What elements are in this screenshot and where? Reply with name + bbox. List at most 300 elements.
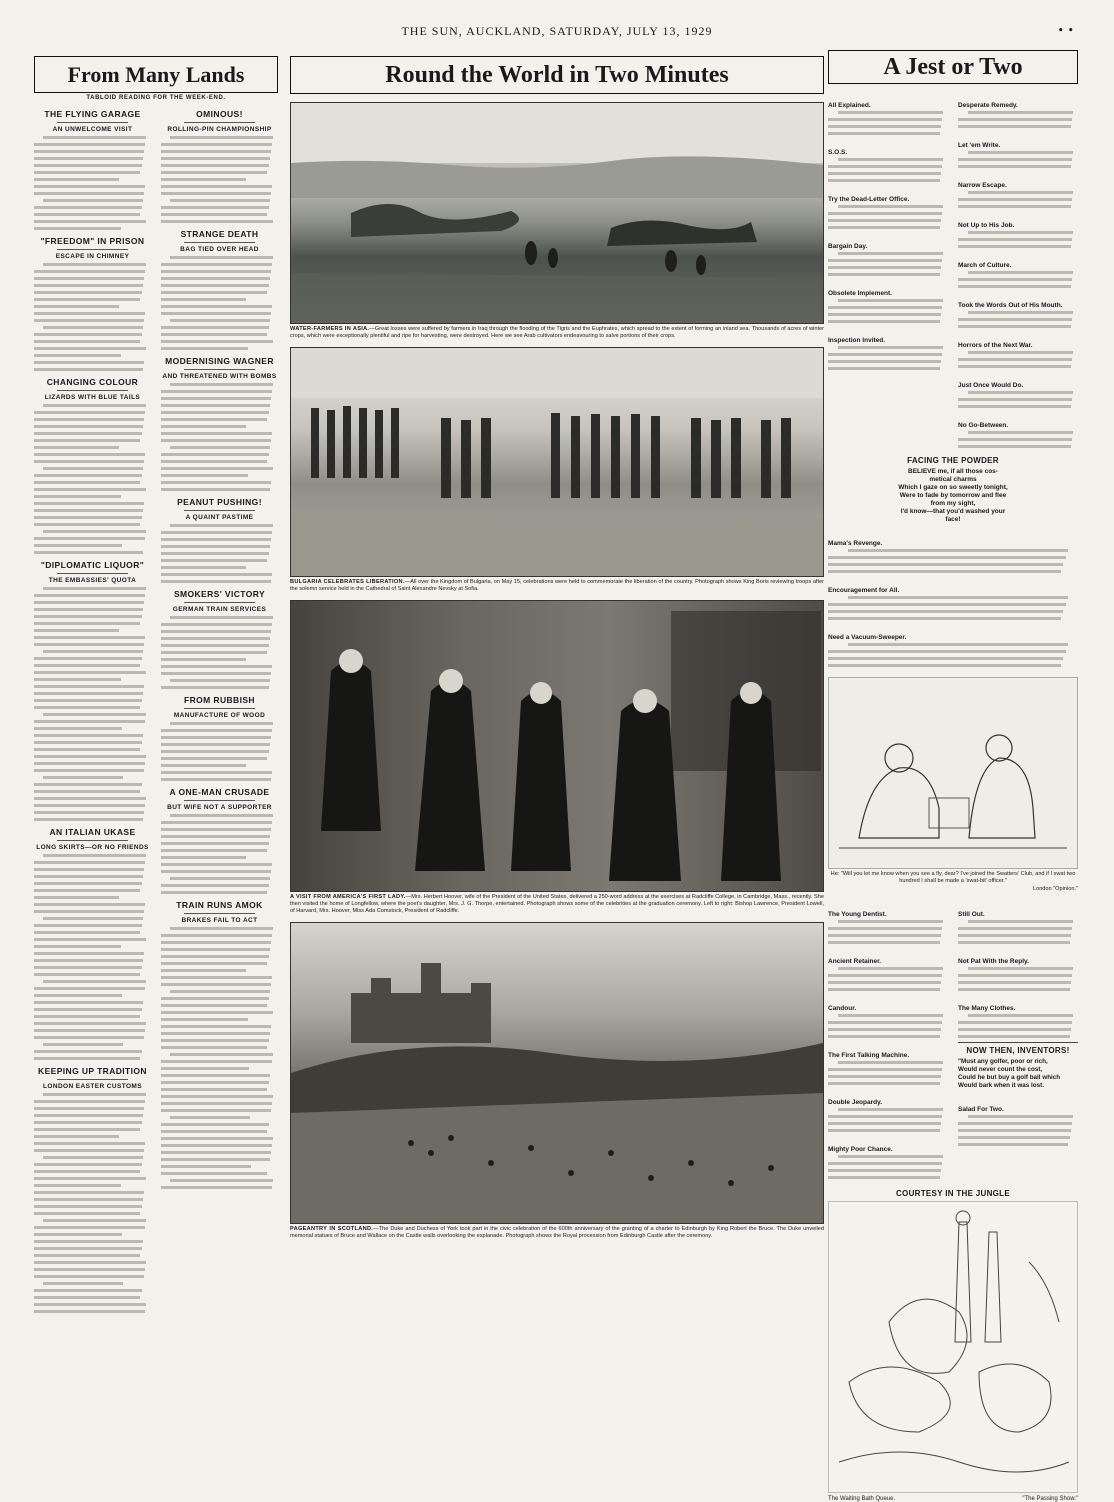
jest-item — [958, 332, 1078, 368]
text-line — [34, 312, 145, 315]
text-line — [958, 941, 1070, 944]
text-line — [838, 252, 944, 255]
text-line — [43, 199, 142, 202]
article-body — [34, 136, 151, 230]
text-line — [34, 270, 145, 273]
text-line — [161, 213, 267, 216]
text-line — [161, 644, 269, 647]
jests-col-c — [828, 530, 1078, 667]
text-line — [161, 1158, 270, 1161]
text-line — [161, 284, 269, 287]
text-line — [828, 306, 942, 309]
article-headline: FROM RUBBISH — [184, 695, 255, 705]
text-line — [958, 365, 1071, 368]
text-line — [161, 1186, 272, 1189]
text-line — [34, 664, 140, 667]
text-line — [828, 981, 941, 984]
text-line — [161, 453, 269, 456]
text-line — [161, 658, 246, 661]
text-line — [968, 311, 1074, 314]
text-line — [161, 1102, 272, 1105]
text-line — [161, 143, 272, 146]
text-line — [161, 411, 269, 414]
article-body — [828, 346, 948, 370]
text-line — [161, 637, 270, 640]
text-line — [161, 821, 272, 824]
text-line — [43, 980, 146, 983]
article-body — [828, 596, 1078, 620]
text-line — [828, 1162, 942, 1165]
photo-scotland — [290, 922, 824, 1224]
jests-col-e — [958, 901, 1078, 1038]
text-line — [161, 891, 267, 894]
text-line — [43, 650, 142, 653]
text-line — [34, 439, 140, 442]
left-subcolumn-2 — [161, 103, 278, 1317]
text-line — [161, 884, 269, 887]
caption-text: —Mrs. Herbert Hoover, wife of the President of the United States, delivered a 250-word address at the exercises at Radcliffe College, in Cambridge, Mass., recently. She then visited the home of Longfellow, where the poet's daughter, Mrs. J. G. Thorpe, entertained. Photograph shows some of the celebrities at the graduation ceremony. Left to right: Bishop Lawrence, President Lowell, of Harvard, Mrs. Hoover, Miss Ada Comstock, President of Radcliffe. — [290, 894, 824, 914]
text-line — [828, 259, 942, 262]
text-line — [161, 263, 272, 266]
jest-title: All Explained. — [828, 102, 871, 109]
text-line — [34, 192, 144, 195]
article-subhead: BAG TIED OVER HEAD — [180, 246, 259, 253]
text-line — [34, 488, 146, 491]
photo-water-farmers — [290, 102, 824, 324]
text-line — [34, 678, 121, 681]
text-line — [34, 157, 143, 160]
text-line — [34, 1170, 140, 1173]
text-line — [958, 285, 1071, 288]
text-line — [34, 762, 145, 765]
text-line — [828, 617, 1061, 620]
text-line — [161, 1004, 267, 1007]
article-headline: KEEPING UP TRADITION — [38, 1066, 147, 1076]
article-body — [161, 136, 278, 223]
divider — [57, 390, 127, 391]
poem-and-jests — [828, 452, 1078, 671]
text-line — [968, 920, 1074, 923]
text-line — [43, 854, 146, 857]
jest-item — [958, 132, 1078, 168]
divider — [57, 249, 127, 250]
text-line — [161, 1123, 269, 1126]
bulgaria-image — [291, 348, 823, 576]
text-line — [838, 158, 944, 161]
text-line — [958, 358, 1072, 361]
text-line — [161, 552, 269, 555]
article-subhead: LONG SKIRTS—OR NO FRIENDS — [36, 844, 149, 851]
text-line — [34, 305, 119, 308]
article-headline: A ONE-MAN CRUSADE — [169, 787, 270, 797]
text-line — [161, 1130, 267, 1133]
text-line — [161, 171, 267, 174]
article-subhead: THE EMBASSIES' QUOTA — [48, 577, 137, 584]
poem-line: I'd know—that you'd washed your — [900, 508, 1006, 515]
text-line — [828, 273, 940, 276]
text-line — [838, 1108, 944, 1111]
text-line — [34, 460, 144, 463]
text-line — [161, 390, 272, 393]
caption-text: —Great losses were suffered by farmers in Iraq through the flooding of the Tigris and the Euphrates, which spread to the extent of forming an inland sea. Thousands of acres of winter crops, which were exceptionally plentiful and ripe for harvesting, were destroyed. Here we see Arab cultivators endeavouring to salve portions of their crops. — [290, 326, 824, 339]
text-line — [958, 405, 1071, 408]
jest-title: Ancient Retainer. — [828, 957, 882, 965]
text-line — [838, 346, 944, 349]
text-line — [170, 136, 273, 139]
jest-title: Inspection Invited. — [828, 337, 886, 344]
text-line — [968, 191, 1074, 194]
article-body — [34, 587, 151, 821]
text-line — [838, 299, 944, 302]
jests-col-b — [958, 92, 1078, 452]
text-line — [34, 171, 140, 174]
text-line — [161, 665, 272, 668]
text-line — [838, 205, 944, 208]
text-line — [828, 650, 1066, 653]
jest-item — [958, 372, 1078, 408]
text-line — [34, 1107, 144, 1110]
text-line — [43, 404, 146, 407]
jungle-caption: The Waiting Bath Queue. — [828, 1495, 896, 1502]
text-line — [161, 743, 270, 746]
text-line — [161, 983, 271, 986]
text-line — [170, 1116, 250, 1119]
a-jest-or-two-banner: A Jest or Two — [828, 50, 1078, 84]
divider — [184, 242, 254, 243]
text-line — [958, 988, 1070, 991]
left-columns — [34, 103, 278, 1317]
text-line — [34, 741, 142, 744]
text-line — [161, 856, 246, 859]
poem-line: metical charms — [929, 476, 977, 483]
text-line — [161, 686, 269, 689]
text-line — [34, 1121, 142, 1124]
text-line — [170, 1053, 273, 1056]
text-line — [838, 1155, 944, 1158]
text-line — [34, 1008, 142, 1011]
jest-item — [958, 92, 1078, 128]
text-line — [161, 948, 270, 951]
text-line — [161, 270, 271, 273]
text-line — [170, 1179, 273, 1182]
text-line — [838, 1061, 944, 1064]
jest-title: Salad For Two. — [958, 1105, 1004, 1113]
text-line — [161, 750, 269, 753]
text-line — [34, 790, 140, 793]
text-line — [161, 630, 271, 633]
text-line — [958, 1122, 1072, 1125]
article-body — [828, 158, 948, 182]
article-headline: SMOKERS' VICTORY — [173, 589, 266, 599]
text-line — [848, 549, 1068, 552]
text-line — [161, 955, 269, 958]
text-line — [34, 966, 142, 969]
text-line — [170, 927, 273, 930]
from-many-lands-section — [34, 44, 278, 1217]
text-line — [848, 596, 1068, 599]
text-line — [34, 544, 122, 547]
text-line — [968, 391, 1074, 394]
text-line — [161, 397, 271, 400]
jest-item — [958, 901, 1078, 944]
text-line — [34, 1268, 145, 1271]
text-line — [958, 125, 1071, 128]
jest-item — [828, 139, 948, 182]
article-body — [958, 311, 1078, 328]
text-line — [958, 245, 1071, 248]
article-body — [161, 927, 278, 1189]
verse-line: "Must any golfer, poor or rich, — [958, 1057, 1048, 1065]
text-line — [828, 219, 941, 222]
jest-title: No Go-Between. — [958, 422, 1009, 429]
divider — [184, 913, 254, 914]
text-line — [43, 263, 146, 266]
text-line — [828, 320, 940, 323]
text-line — [828, 1028, 941, 1031]
text-line — [968, 111, 1074, 114]
caption-first-lady — [290, 894, 824, 914]
text-line — [968, 967, 1074, 970]
text-line — [828, 266, 941, 269]
text-line — [34, 868, 144, 871]
divider — [184, 708, 254, 709]
text-line — [170, 446, 269, 449]
text-line — [34, 797, 146, 800]
article-subhead: LONDON EASTER CUSTOMS — [43, 1083, 142, 1090]
jest-item — [958, 252, 1078, 288]
text-line — [34, 291, 142, 294]
cartoon-caption: He: "Will you let me know when you see a fly, dear? I've joined the Swatters' Club, and if I swat two hundred I shall be made a 'swat-bit' officer." — [830, 871, 1076, 884]
article-subhead: ESCAPE IN CHIMNEY — [55, 253, 130, 260]
text-line — [828, 927, 942, 930]
text-line — [161, 736, 271, 739]
jest-title: Desperate Remedy. — [958, 102, 1018, 109]
a-jest-or-two-section — [828, 44, 1078, 1502]
text-line — [161, 1074, 270, 1077]
text-line — [34, 1296, 140, 1299]
text-line — [34, 1149, 144, 1152]
divider — [184, 122, 254, 123]
water-farmers-image — [291, 103, 823, 323]
text-line — [34, 333, 142, 336]
jest-item — [958, 292, 1078, 328]
jest-item — [828, 1136, 948, 1179]
verse-line: Would bark when it was lost. — [958, 1081, 1044, 1089]
text-line — [161, 976, 272, 979]
text-line — [828, 1129, 940, 1132]
article-body — [34, 263, 151, 371]
verse-line: Would never count the cost, — [958, 1065, 1043, 1073]
divider — [184, 510, 254, 511]
text-line — [34, 164, 142, 167]
article-subhead: ROLLING-PIN CHAMPIONSHIP — [167, 126, 272, 133]
text-line — [161, 192, 271, 195]
text-line — [161, 467, 273, 470]
text-line — [828, 118, 942, 121]
text-line — [828, 934, 941, 937]
caption-scotland — [290, 1226, 824, 1239]
text-line — [34, 671, 146, 674]
text-line — [34, 354, 121, 357]
text-line — [161, 559, 267, 562]
jest-body — [958, 1115, 1078, 1146]
text-line — [34, 1050, 142, 1053]
text-line — [161, 460, 267, 463]
text-line — [161, 672, 271, 675]
text-line — [828, 974, 942, 977]
text-line — [828, 1068, 942, 1071]
text-line — [34, 727, 122, 730]
article-body — [828, 111, 948, 135]
jungle-image — [829, 1202, 1077, 1492]
text-line — [43, 776, 123, 779]
article-body — [958, 151, 1078, 168]
text-line — [161, 474, 248, 477]
jest-item — [828, 948, 948, 991]
jest-item — [958, 212, 1078, 248]
text-line — [43, 917, 142, 920]
jest-row-3 — [828, 901, 1078, 1183]
text-line — [161, 1032, 270, 1035]
article-body — [958, 967, 1078, 991]
text-line — [828, 360, 941, 363]
text-line — [34, 1198, 143, 1201]
jungle-caption-row — [828, 1496, 1078, 1502]
text-line — [161, 962, 267, 965]
text-line — [170, 679, 269, 682]
left-subcolumn-1 — [34, 103, 151, 1317]
verse-line: Could he but buy a golf ball which — [958, 1073, 1061, 1081]
text-line — [170, 814, 273, 817]
text-line — [34, 601, 144, 604]
text-line — [34, 896, 119, 899]
divider — [57, 1079, 127, 1080]
jest-item — [828, 233, 948, 276]
jest-item — [828, 280, 948, 323]
jest-title: Candour. — [828, 1004, 857, 1012]
jest-item — [828, 624, 1078, 667]
jest-item — [828, 92, 948, 135]
text-line — [34, 481, 140, 484]
text-line — [34, 938, 146, 941]
article-body — [161, 616, 278, 689]
divider — [57, 573, 127, 574]
text-line — [34, 720, 145, 723]
text-line — [161, 531, 272, 534]
masthead-mark: • • — [1057, 24, 1074, 37]
article-headline: OMINOUS! — [196, 109, 243, 119]
text-line — [34, 987, 145, 990]
text-line — [161, 835, 270, 838]
text-line — [43, 136, 146, 139]
text-line — [34, 1191, 144, 1194]
text-line — [34, 1289, 142, 1292]
text-line — [828, 1021, 942, 1024]
text-line — [828, 132, 940, 135]
text-line — [161, 185, 272, 188]
caption-title: BULGARIA CELEBRATES LIBERATION. — [290, 579, 405, 586]
text-line — [161, 729, 272, 732]
text-line — [34, 150, 144, 153]
text-line — [34, 446, 119, 449]
text-line — [828, 212, 942, 215]
text-line — [34, 1184, 121, 1187]
text-line — [34, 206, 142, 209]
text-line — [161, 432, 272, 435]
text-line — [161, 488, 270, 491]
text-line — [161, 1165, 251, 1168]
text-line — [34, 959, 143, 962]
caption-title: WATER-FARMERS IN ASIA. — [290, 326, 370, 332]
text-line — [958, 278, 1072, 281]
article-subhead: GERMAN TRAIN SERVICES — [172, 606, 267, 613]
text-line — [34, 1142, 145, 1145]
text-line — [34, 608, 143, 611]
text-line — [968, 1014, 1074, 1017]
text-line — [161, 481, 271, 484]
text-line — [958, 205, 1071, 208]
scotland-image — [291, 923, 823, 1223]
text-line — [34, 516, 142, 519]
text-line — [161, 404, 270, 407]
text-line — [34, 783, 142, 786]
jungle-title: COURTESY IN THE JUNGLE — [895, 1188, 1011, 1198]
text-line — [34, 818, 143, 821]
text-line — [161, 1172, 267, 1175]
text-line — [34, 220, 146, 223]
article-body — [828, 1108, 948, 1132]
text-line — [170, 383, 273, 386]
text-line — [828, 664, 1061, 667]
jest-title: Not Pat With the Reply. — [958, 957, 1029, 965]
divider — [57, 122, 127, 123]
text-line — [958, 934, 1071, 937]
text-line — [34, 347, 146, 350]
text-line — [34, 495, 121, 498]
article-body — [958, 1014, 1078, 1038]
jest-title: Try the Dead-Letter Office. — [828, 196, 910, 203]
text-line — [34, 523, 140, 526]
article-headline: TRAIN RUNS AMOK — [176, 900, 263, 910]
article-body — [958, 920, 1078, 944]
caption-title: A VISIT FROM AMERICA'S FIRST LADY. — [290, 894, 406, 901]
article-headline: AN ITALIAN UKASE — [49, 827, 136, 837]
article-body — [828, 1155, 948, 1179]
text-line — [161, 326, 269, 329]
text-line — [828, 165, 942, 168]
article-body — [958, 431, 1078, 448]
text-line — [958, 158, 1072, 161]
divider — [57, 840, 127, 841]
text-line — [161, 206, 269, 209]
text-line — [34, 685, 144, 688]
tagline: TABLOID READING FOR THE WEEK-END. — [86, 95, 226, 101]
text-line — [958, 165, 1071, 168]
article-subhead: BUT WIFE NOT A SUPPORTER — [167, 804, 272, 811]
photo-bulgaria — [290, 347, 824, 577]
text-line — [161, 545, 270, 548]
jest-row-2 — [828, 452, 1078, 671]
text-line — [34, 453, 145, 456]
text-line — [34, 418, 144, 421]
article-body — [958, 351, 1078, 368]
text-line — [958, 118, 1072, 121]
text-line — [958, 325, 1071, 328]
caption-water-farmers — [290, 326, 824, 339]
text-line — [34, 629, 119, 632]
text-line — [161, 150, 271, 153]
article-body — [828, 1061, 948, 1085]
